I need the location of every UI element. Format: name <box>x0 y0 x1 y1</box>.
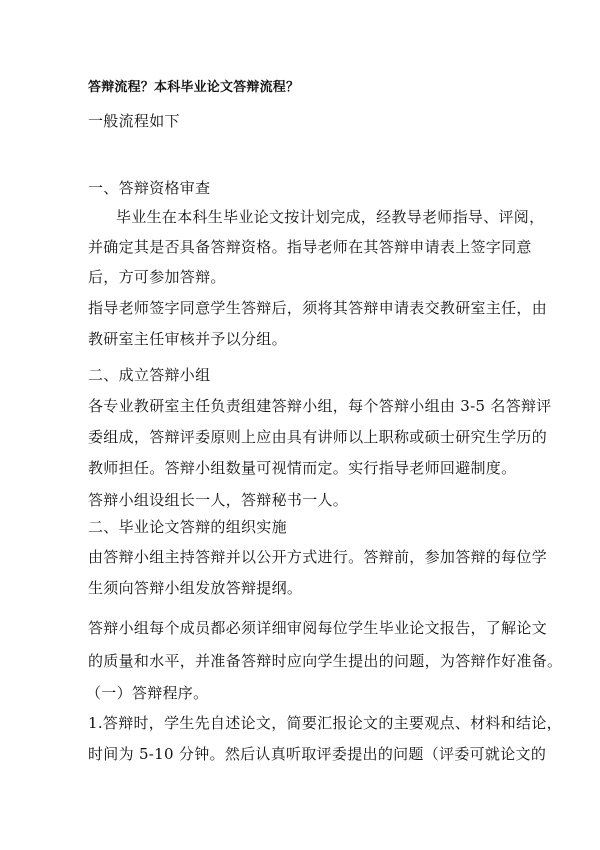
subsection-heading: （一）答辩程序。 <box>86 684 209 702</box>
paragraph-line: 各专业教研室主任负责组建答辩小组，每个答辩小组由 3-5 名答辩评 <box>88 397 552 415</box>
section-1-heading: 一、答辩资格审查 <box>88 179 211 197</box>
list-item-line: 1.答辩时，学生先自述论文，简要汇报论文的主要观点、材料和结论， <box>88 714 562 732</box>
paragraph-line: 教师担任。答辩小组数量可视情而定。实行指导老师回避制度。 <box>88 459 517 477</box>
section-3-heading: 二、毕业论文答辩的组织实施 <box>88 518 287 536</box>
paragraph-line: 答辩小组每个成员都必须详细审阅每位学生毕业论文报告，了解论文 <box>88 619 548 637</box>
list-item-line: 时间为 5-10 分钟。然后认真听取评委提出的问题（评委可就论文的 <box>88 745 547 763</box>
document-title: 答辩流程？本科毕业论文答辩流程？ <box>88 80 300 95</box>
paragraph-line: 的质量和水平，并准备答辩时应向学生提出的问题，为答辩作好准备。 <box>88 652 563 670</box>
paragraph-line: 教研室主任审核并予以分组。 <box>88 330 287 348</box>
intro-text: 一般流程如下 <box>88 112 180 130</box>
paragraph-line: 由答辩小组主持答辩并以公开方式进行。答辩前，参加答辩的每位学 <box>88 548 548 566</box>
paragraph-line: 委组成，答辩评委原则上应由具有讲师以上职称或硕士研究生学历的 <box>88 428 548 446</box>
paragraph-line: 生须向答辩小组发放答辩提纲。 <box>88 579 303 597</box>
paragraph-line: 后，方可参加答辩。 <box>88 268 226 286</box>
paragraph-line: 毕业生在本科生毕业论文按计划完成，经教导老师指导、评阅， <box>116 208 545 226</box>
paragraph-line: 指导老师签字同意学生答辩后，须将其答辩申请表交教研室主任，由 <box>88 299 548 317</box>
paragraph-line: 答辩小组设组长一人，答辩秘书一人。 <box>88 491 349 509</box>
paragraph-line: 并确定其是否具备答辩资格。指导老师在其答辩申请表上签字同意 <box>88 238 532 256</box>
section-2-heading: 二、成立答辩小组 <box>88 366 211 384</box>
